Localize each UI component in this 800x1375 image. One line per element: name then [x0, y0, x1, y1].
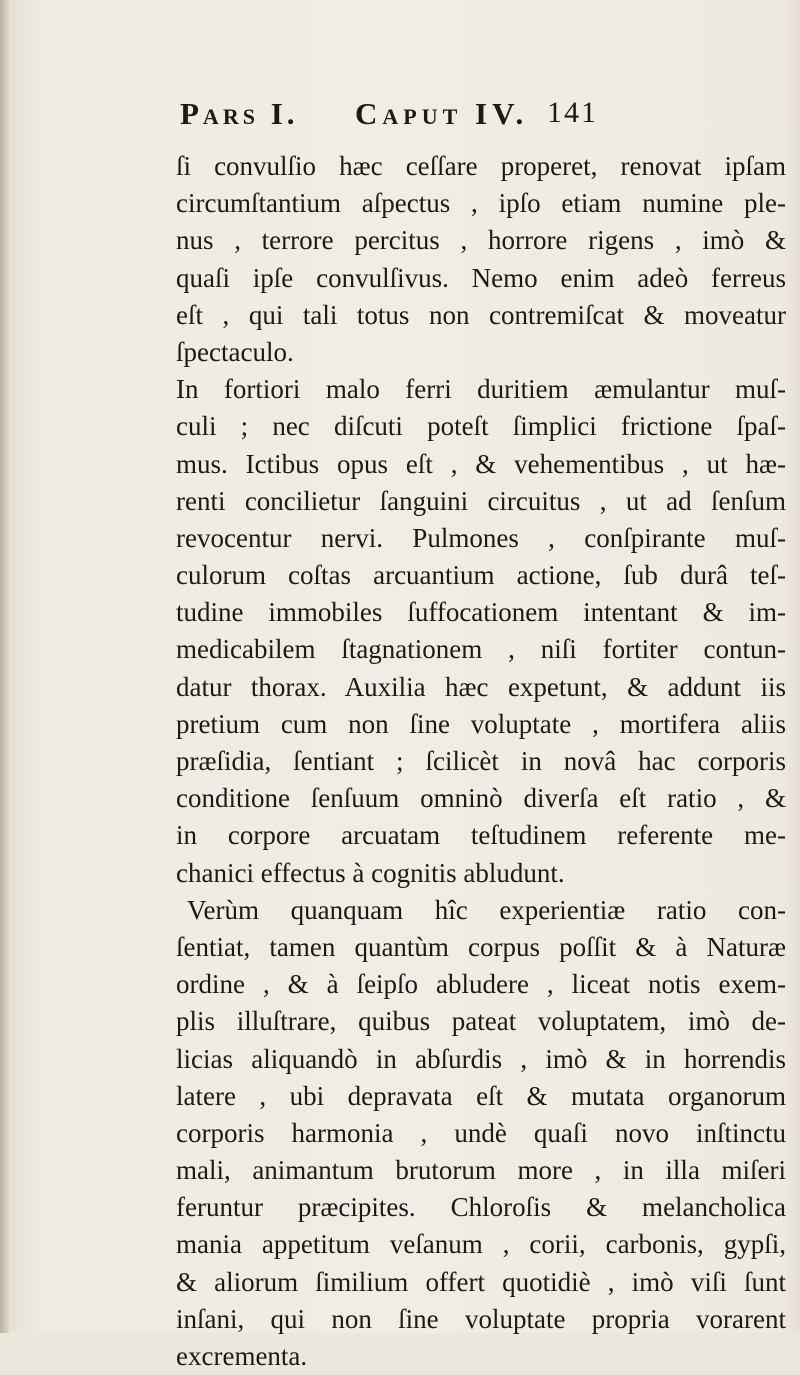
text-line: mania appetitum veſanum , corii, carbonis, gypſi, [176, 1229, 786, 1260]
text-line: conditione ſenſuum omninò diverſa eſt ratio , & [176, 783, 786, 814]
text-line: tudine immobiles ſuffocationem intentant & im- [176, 597, 786, 628]
text-line: in corpore arcuatam teſtudinem referente me- [176, 820, 786, 851]
running-head [180, 96, 630, 140]
text-line: mus. Ictibus opus eſt , & vehementibus , ut hæ- [176, 448, 786, 479]
text-line: excrementa. [176, 1341, 308, 1371]
text-line: datur thorax. Auxilia hæc expetunt, & addunt iis [176, 671, 786, 702]
body-text [176, 148, 786, 1375]
text-line: ſpectaculo. [176, 336, 294, 367]
text-line: præſidia, ſentiant ; ſcilicèt in novâ hac corporis [176, 746, 786, 776]
text-line: revocentur nervi. Pulmones , conſpirante muſ- [176, 522, 786, 553]
page-number: 141 [547, 96, 598, 129]
text-line: corporis harmonia , undè quaſi novo inſtinctu [176, 1117, 786, 1148]
text-line: ſentiat, tamen quantùm corpus poſſit & à Naturæ [176, 931, 786, 962]
text-line: ordine , & à ſeipſo abludere , liceat notis exem- [176, 969, 786, 1000]
text-line: renti concilietur ſanguini circuitus , ut ad ſenſum [176, 485, 786, 516]
paragraph-start-line: In fortiori malo ferri duritiem æmulantur muſ- [176, 374, 786, 405]
text-line: culorum coſtas arcuantium actione, ſub durâ teſ- [176, 560, 786, 591]
text-line: circumſtantium aſpectus , ipſo etiam numine ple- [176, 188, 786, 219]
chapter-label: Caput IV. [355, 96, 529, 131]
text-line: inſani, qui non ſine voluptate propria vorarent [176, 1303, 786, 1334]
text-line: mali, animantum brutorum more , in illa miſeri [176, 1155, 786, 1186]
text-line: medicabilem ſtagnationem , niſi fortiter contun- [176, 634, 786, 665]
text-line: quaſi ipſe convulſivus. Nemo enim adeò ferreus [176, 262, 786, 293]
text-line: plis illuſtrare, quibus pateat voluptatem, imò de- [176, 1006, 786, 1037]
binding-edge [0, 0, 10, 1333]
text-line: nus , terrore percitus , horrore rigens , imò & [176, 225, 786, 256]
text-line: licias aliquandò in abſurdis , imò & in horrendis [176, 1043, 786, 1074]
text-line: feruntur præcipites. Chloroſis & melancholica [176, 1192, 786, 1223]
text-line: & aliorum ſimilium offert quotidiè , imò viſi ſunt [176, 1266, 786, 1297]
text-line: pretium cum non ſine voluptate , mortifera aliis [176, 708, 786, 739]
paragraph-start-line: Verùm quanquam hîc experientiæ ratio con- [187, 894, 786, 925]
text-line: latere , ubi depravata eſt & mutata organorum [176, 1080, 786, 1111]
text-line: culi ; nec diſcuti poteſt ſimplici frictione ſpaſ- [176, 411, 786, 442]
text-line: eſt , qui tali totus non contremiſcat & moveatur [176, 299, 786, 330]
text-line: ſi convulſio hæc ceſſare properet, renovat ipſam [176, 151, 786, 181]
part-label: Pars I. [180, 96, 299, 131]
text-line: chanici effectus à cognitis abludunt. [176, 857, 565, 888]
